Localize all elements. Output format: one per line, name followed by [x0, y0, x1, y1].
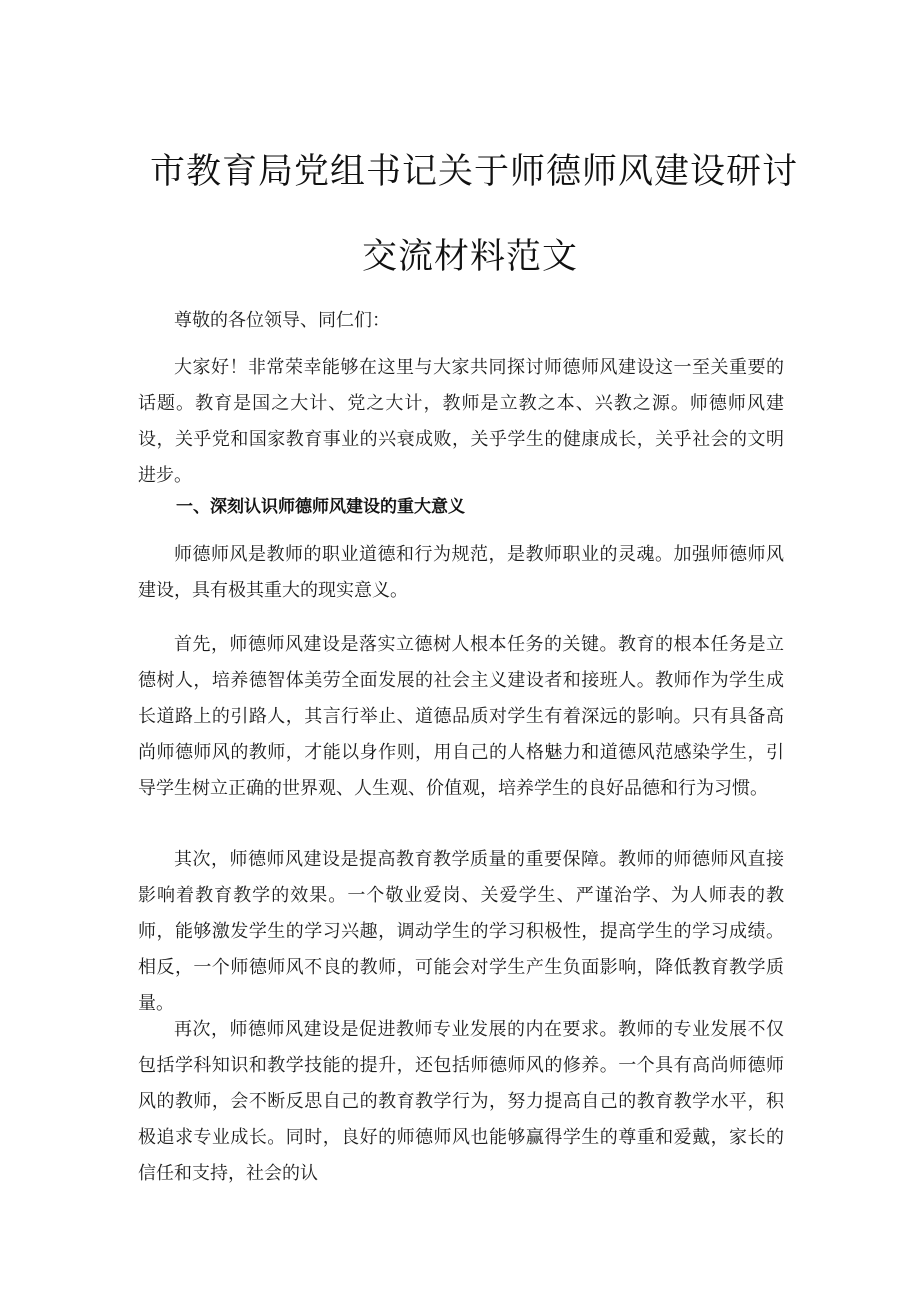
section-heading: 一、深刻认识师德师风建设的重大意义 — [176, 497, 465, 517]
paragraph-significance: 师德师风是教师的职业道德和行为规范，是教师职业的灵魂。加强师德师风建设，具有极其重大的现实意义。 — [138, 544, 784, 601]
paragraph-first: 首先，师德师风建设是落实立德树人根本任务的关键。教育的根本任务是立德树人，培养德智体美劳全面发展的社会主义建设者和接班人。教师作为学生成长道路上的引路人，其言行举止、道德品质对学生有着深远的影响。只有具备高尚师德师风的教师，才能以身作则，用自己的人格魅力和道德风范感染学生，引导学生树立正确的世界观、人生观、价值观，培养学生的良好品德和行为习惯。 — [138, 634, 784, 799]
document-title-line-1: 市教育局党组书记关于师德师风建设研讨 — [150, 152, 799, 192]
greeting: 尊敬的各位领导、同仁们： — [174, 310, 390, 331]
document-title-line-2: 交流材料范文 — [362, 237, 579, 277]
paragraph-opening: 大家好！非常荣幸能够在这里与大家共同探讨师德师风建设这一至关重要的话题。教育是国之大计、党之大计，教师是立教之本、兴教之源。师德师风建设，关乎党和国家教育事业的兴衰成败，关乎学生的健康成长，关乎社会的文明进步。 — [138, 357, 784, 486]
paragraph-second: 其次，师德师风建设是提高教育教学质量的重要保障。教师的师德师风直接影响着教育教学的效果。一个敬业爱岗、关爱学生、严谨治学、为人师表的教师，能够激发学生的学习兴趣，调动学生的学习积极性，提高学生的学习成绩。相反，一个师德师风不良的教师，可能会对学生产生负面影响，降低教育教学质量。 — [138, 849, 784, 1014]
paragraph-third: 再次，师德师风建设是促进教师专业发展的内在要求。教师的专业发展不仅包括学科知识和教学技能的提升，还包括师德师风的修养。一个具有高尚师德师风的教师，会不断反思自己的教育教学行为，努力提高自己的教育教学水平，积极追求专业成长。同时，良好的师德师风也能够赢得学生的尊重和爱戴，家长的信任和支持，社会的认 — [138, 1019, 784, 1184]
